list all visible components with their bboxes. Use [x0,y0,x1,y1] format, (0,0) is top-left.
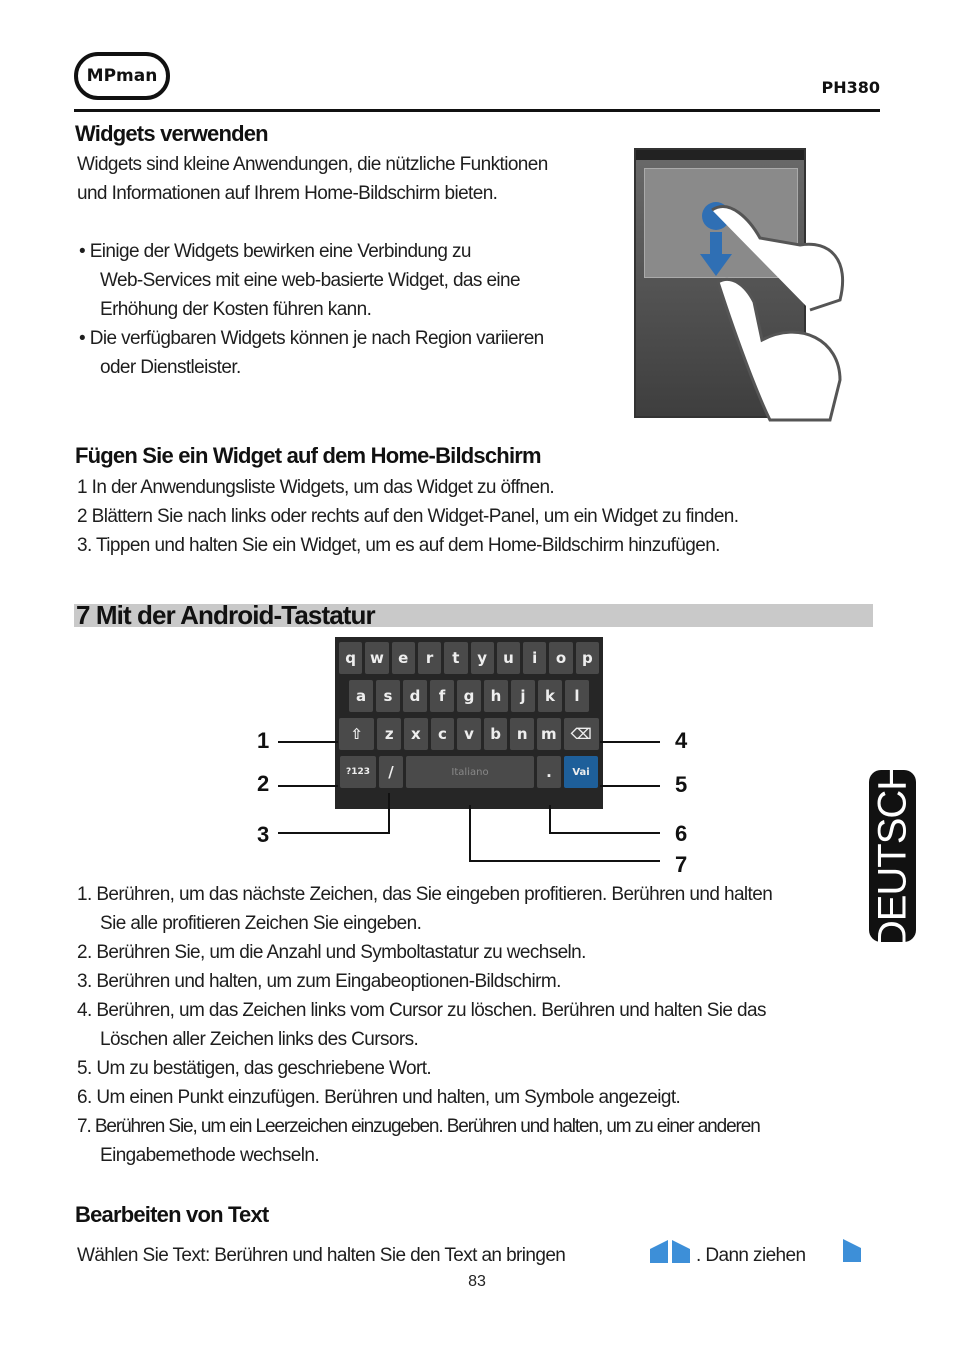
add-widget-heading: Fügen Sie ein Widget auf dem Home-Bildschirm [75,443,541,468]
edit-text-heading: Bearbeiten von Text [75,1202,269,1227]
edit-text-line-b: . Dann ziehen [696,1245,806,1266]
callout-line-5 [600,785,660,787]
keyboard-row-2 [339,680,599,712]
key-q: q [339,642,362,674]
language-side-tab-label: DEUTSCH [870,762,914,950]
keyboard-item-5: 5. Um zu bestätigen, das geschriebene Wort. [77,1058,432,1079]
key-b: b [484,718,508,750]
finger-hand-icon [690,190,870,426]
callout-line-6b [549,805,551,834]
key-r: r [418,642,441,674]
callout-line-3b [388,793,390,834]
callout-line-3a [278,832,390,834]
callout-number-3: 3 [257,822,270,847]
keyboard-item-7: 7. Berühren Sie, um ein Leerzeichen einzugeben. Berühren und halten, um zu einer anderen [77,1116,760,1137]
keyboard-item-3: 3. Berühren und halten, um zum Eingabeoptionen-Bildschirm. [77,971,561,992]
callout-number-1: 1 [257,728,270,753]
keyboard-item-4: 4. Berühren, um das Zeichen links vom Cursor zu löschen. Berühren und halten Sie das [77,1000,766,1021]
keyboard-item-6: 6. Um einen Punkt einzufügen. Berühren und halten, um Symbole angezeigt. [77,1087,681,1108]
key-l: l [565,680,589,712]
key-h: h [484,680,508,712]
header-rule [74,109,880,112]
callout-line-2 [278,785,338,787]
key-e: e [392,642,415,674]
selection-handle-left-icon [650,1249,668,1263]
widgets-bullet-line-2: Web-Services mit eine web-basierte Widget, das eine [100,270,520,291]
key-y: y [471,642,494,674]
page-number: 83 [468,1273,486,1290]
android-keyboard [335,637,603,809]
dot-key: . [537,756,561,788]
callout-number-4: 4 [675,728,688,753]
callout-line-6a [549,832,660,834]
callout-line-1 [278,741,338,743]
callout-number-7: 7 [675,852,688,877]
key-d: d [403,680,427,712]
key-i: i [523,642,546,674]
widgets-heading: Widgets verwenden [75,121,268,146]
key-x: x [404,718,428,750]
widgets-intro-line-2: und Informationen auf Ihrem Home-Bildschirm bieten. [77,183,498,204]
brand-logo [74,52,170,100]
selection-handle-right-icon [672,1249,690,1263]
key-c: c [431,718,455,750]
keyboard-item-4-cont: Löschen aller Zeichen links des Cursors. [100,1029,419,1050]
widgets-bullet-line-3: Erhöhung der Kosten führen kann. [100,299,372,320]
key-m: m [537,718,561,750]
add-widget-step-3: 3. Tippen und halten Sie ein Widget, um es auf dem Home-Bildschirm hinzufügen. [77,535,720,556]
callout-number-2: 2 [257,771,270,796]
key-j: j [511,680,535,712]
key-n: n [510,718,534,750]
key-s: s [376,680,400,712]
edit-text-line-a: Wählen Sie Text: Berühren und halten Sie den Text an bringen [77,1245,566,1266]
callout-line-7a [469,860,660,862]
key-a: a [349,680,373,712]
shift-key-icon: ⇧ [339,718,374,750]
key-k: k [538,680,562,712]
keyboard-item-1: 1. Berühren, um das nächste Zeichen, das Sie eingeben profitieren. Berühren und halten [77,884,773,905]
callout-number-5: 5 [675,772,688,797]
slash-key: / [379,756,403,788]
key-o: o [549,642,572,674]
key-t: t [444,642,467,674]
keyboard-item-7-cont: Eingabemethode wechseln. [100,1145,320,1166]
keyboard-row-3 [339,718,599,750]
callout-line-7b [469,805,471,862]
keyboard-item-2: 2. Berühren Sie, um die Anzahl und Symboltastatur zu wechseln. [77,942,586,963]
brand-logo-text: MPman [86,66,158,86]
add-widget-step-1: 1 In der Anwendungsliste Widgets, um das Widget zu öffnen. [77,477,555,498]
key-p: p [576,642,599,674]
model-label: PH380 [821,78,880,97]
keyboard-item-1-cont: Sie alle profitieren Zeichen Sie eingeben. [100,913,422,934]
backspace-key-icon: ⌫ [564,718,599,750]
key-u: u [497,642,520,674]
key-f: f [430,680,454,712]
callout-line-4 [600,741,660,743]
widgets-bullet-line-5: oder Dienstleister. [100,357,241,378]
keyboard-row-4 [339,756,599,788]
symbols-key: ?123 [340,756,376,788]
keyboard-section-title: 7 Mit der Android-Tastatur [76,600,375,630]
key-v: v [457,718,481,750]
key-z: z [377,718,401,750]
selection-handle-icon [843,1248,861,1262]
widgets-bullet-line-1: • Einige der Widgets bewirken eine Verbindung zu [79,241,471,262]
widgets-intro-line-1: Widgets sind kleine Anwendungen, die nützliche Funktionen [77,154,548,175]
keyboard-row-1 [339,642,599,674]
language-side-tab [869,762,916,950]
widgets-bullet-line-4: • Die verfügbaren Widgets können je nach Region variieren [79,328,544,349]
space-key: Italiano [406,756,534,788]
go-key: Vai [564,756,598,788]
callout-number-6: 6 [675,821,688,846]
key-w: w [365,642,388,674]
key-g: g [457,680,481,712]
add-widget-step-2: 2 Blättern Sie nach links oder rechts auf den Widget-Panel, um ein Widget zu finden. [77,506,739,527]
